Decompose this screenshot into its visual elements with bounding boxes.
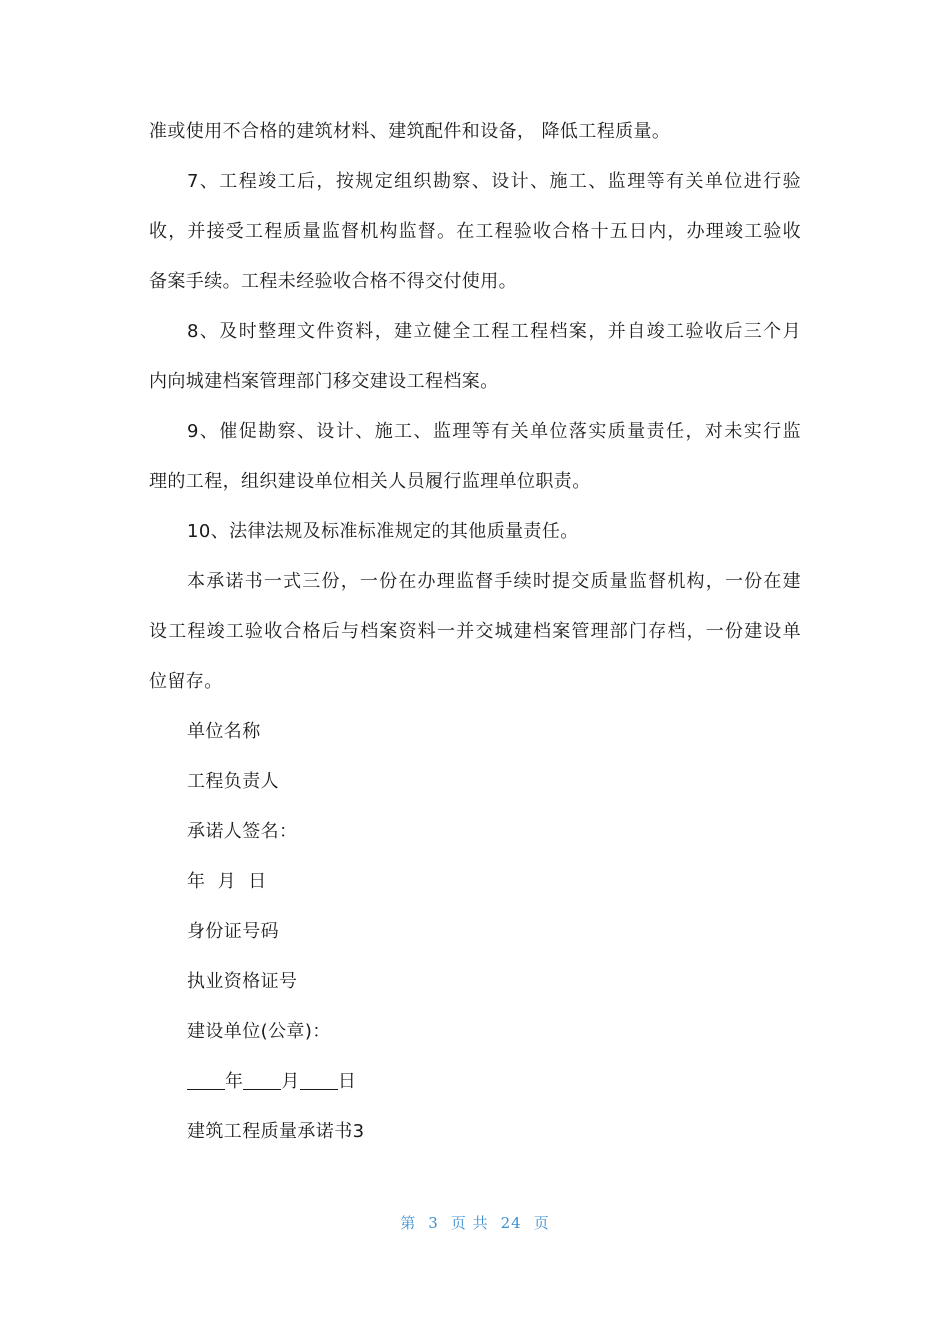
date-label: 年 月 日 bbox=[187, 871, 267, 892]
next-section-heading: 建筑工程质量承诺书3 bbox=[187, 1121, 365, 1142]
builder-seal-label: 建设单位(公章)： bbox=[187, 1021, 331, 1042]
footer-prefix: 第 bbox=[400, 1214, 417, 1232]
paragraph-line: 内向城建档案管理部门移交建设工程档案。 bbox=[149, 371, 499, 392]
paragraph-line: 本承诺书一式三份，一份在办理监督手续时提交质量监督机构，一份在建 bbox=[187, 571, 801, 592]
license-number-label: 执业资格证号 bbox=[187, 971, 298, 992]
paragraph-line: 7、工程竣工后，按规定组织勘察、设计、施工、监理等有关单位进行验 bbox=[187, 171, 801, 192]
month-blank bbox=[243, 1071, 281, 1090]
year-blank bbox=[187, 1071, 225, 1090]
footer-total-pages: 24 bbox=[500, 1214, 522, 1232]
footer-suffix: 页 bbox=[533, 1214, 550, 1232]
paragraph-line: 设工程竣工验收合格后与档案资料一并交城建档案管理部门存档，一份建设单 bbox=[149, 621, 801, 642]
paragraph-line: 位留存。 bbox=[149, 671, 223, 692]
page-footer bbox=[0, 1212, 950, 1233]
day-blank bbox=[300, 1071, 338, 1090]
month-label: 月 bbox=[281, 1071, 300, 1092]
project-lead-label: 工程负责人 bbox=[187, 771, 279, 792]
year-label: 年 bbox=[225, 1071, 244, 1092]
paragraph-line: 8、及时整理文件资料，建立健全工程工程档案，并自竣工验收后三个月 bbox=[187, 321, 801, 342]
footer-middle: 页 共 bbox=[450, 1214, 489, 1232]
id-number-label: 身份证号码 bbox=[187, 921, 279, 942]
document-body bbox=[149, 107, 801, 1157]
paragraph-line: 9、催促勘察、设计、施工、监理等有关单位落实质量责任，对未实行监 bbox=[187, 421, 801, 442]
paragraph-line: 收，并接受工程质量监督机构监督。在工程验收合格十五日内，办理竣工验收 bbox=[149, 221, 801, 242]
paragraph-line: 准或使用不合格的建筑材料、建筑配件和设备， 降低工程质量。 bbox=[149, 121, 671, 142]
paragraph-line: 备案手续。工程未经验收合格不得交付使用。 bbox=[149, 271, 517, 292]
paragraph-line: 理的工程，组织建设单位相关人员履行监理单位职责。 bbox=[149, 471, 591, 492]
seal-date-line bbox=[149, 1057, 801, 1107]
footer-current-page: 3 bbox=[428, 1214, 439, 1232]
paragraph-line: 10、法律法规及标准标准规定的其他质量责任。 bbox=[187, 521, 579, 542]
day-label: 日 bbox=[337, 1071, 357, 1092]
unit-name-label: 单位名称 bbox=[187, 721, 261, 742]
promiser-signature-label: 承诺人签名： bbox=[187, 821, 298, 842]
